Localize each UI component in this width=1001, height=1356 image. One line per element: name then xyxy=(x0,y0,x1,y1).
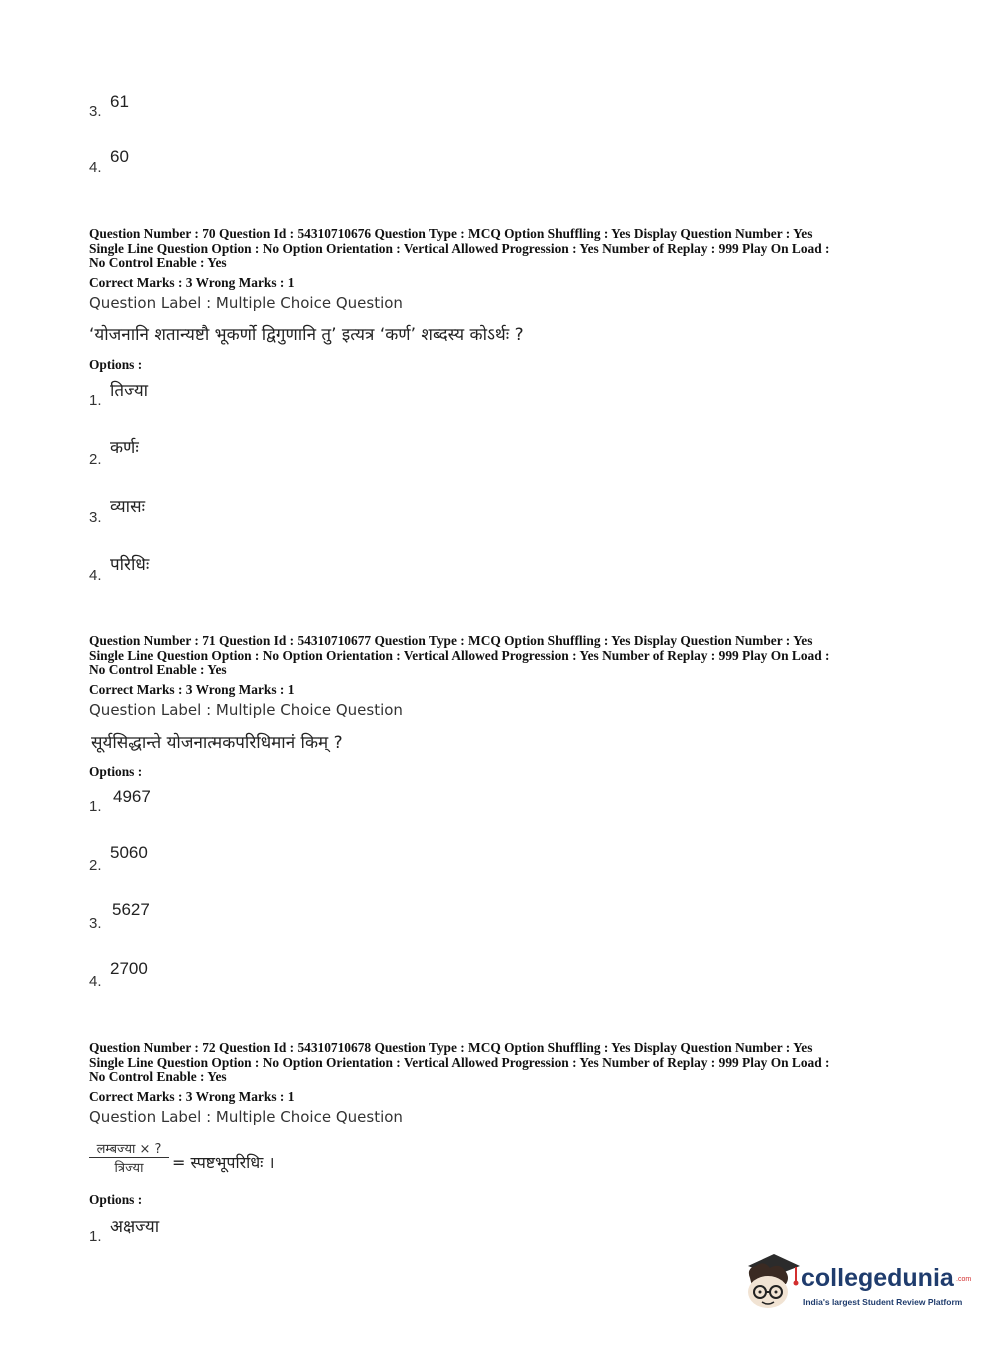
meta-line: Question Number : 71 Question Id : 54310710677 Question Type : MCQ Option Shuffling : Yes Display Question Number : Yes xyxy=(89,633,813,648)
fraction xyxy=(89,1139,169,1176)
question-meta xyxy=(89,634,919,678)
meta-line: No Control Enable : Yes xyxy=(89,662,227,677)
logo-suffix: .com xyxy=(956,1276,972,1283)
meta-line: Single Line Question Option : No Option Orientation : Vertical Allowed Progression : Yes Number of Replay : 999 Play On Load : xyxy=(89,1054,830,1070)
collegedunia-logo xyxy=(740,1248,970,1320)
option-value: 4967 xyxy=(113,787,151,806)
option-value: 2700 xyxy=(110,959,148,978)
mascot-icon xyxy=(740,1248,802,1314)
logo-tagline: India's largest Student Review Platform xyxy=(803,1297,963,1307)
option-value: कर्णः xyxy=(110,438,139,458)
option-number: 1. xyxy=(89,1228,102,1245)
option-number: 2. xyxy=(89,451,102,468)
options-heading: Options : xyxy=(89,1192,143,1207)
meta-line: Question Number : 70 Question Id : 54310710676 Question Type : MCQ Option Shuffling : Yes Display Question Number : Yes xyxy=(89,226,813,241)
option-value: 61 xyxy=(110,92,129,111)
meta-line: No Control Enable : Yes xyxy=(89,1069,227,1084)
option-value: परिधिः xyxy=(110,555,150,575)
option-number: 4. xyxy=(89,159,102,176)
option-value: 5627 xyxy=(112,900,150,919)
option-number: 1. xyxy=(89,798,102,815)
meta-line: No Control Enable : Yes xyxy=(89,255,227,270)
question-meta xyxy=(89,1041,919,1085)
options-heading: Options : xyxy=(89,357,143,372)
logo-name: collegedunia xyxy=(801,1264,954,1292)
option-value: 60 xyxy=(110,147,129,166)
option-number: 1. xyxy=(89,392,102,409)
option-number: 4. xyxy=(89,973,102,990)
option-number: 4. xyxy=(89,567,102,584)
option-value: 5060 xyxy=(110,843,148,862)
meta-line: Single Line Question Option : No Option Orientation : Vertical Allowed Progression : Yes Number of Replay : 999 Play On Load : xyxy=(89,647,830,663)
fraction-denominator: त्रिज्या xyxy=(114,1161,144,1176)
question-marks: Correct Marks : 3 Wrong Marks : 1 xyxy=(89,682,295,697)
option-value: अक्षज्या xyxy=(110,1217,160,1237)
option-number: 3. xyxy=(89,509,102,526)
option-number: 3. xyxy=(89,915,102,932)
question-marks: Correct Marks : 3 Wrong Marks : 1 xyxy=(89,275,295,290)
question-text: सूर्यसिद्धान्ते योजनात्मकपरिधिमानं किम् ? xyxy=(91,733,343,753)
option-value: व्यासः xyxy=(110,497,146,517)
meta-line: Single Line Question Option : No Option Orientation : Vertical Allowed Progression : Yes Number of Replay : 999 Play On Load : xyxy=(89,240,830,256)
question-text: = स्पष्टभूपरिधिः । xyxy=(172,1153,275,1172)
fraction-numerator: लम्बज्या × ? xyxy=(96,1142,162,1157)
option-number: 2. xyxy=(89,857,102,874)
options-heading: Options : xyxy=(89,764,143,779)
question-label: Question Label : Multiple Choice Question xyxy=(89,701,403,719)
meta-line: Question Number : 72 Question Id : 54310710678 Question Type : MCQ Option Shuffling : Yes Display Question Number : Yes xyxy=(89,1040,813,1055)
option-value: तिज्या xyxy=(110,381,149,401)
question-text: ‘योजनानि शतान्यष्टौ भूकर्णो द्विगुणानि तु’ इत्यत्र ‘कर्ण’ शब्दस्य कोऽर्थः ? xyxy=(89,325,524,345)
question-meta xyxy=(89,227,919,271)
question-label: Question Label : Multiple Choice Question xyxy=(89,294,403,312)
question-marks: Correct Marks : 3 Wrong Marks : 1 xyxy=(89,1089,295,1104)
question-label: Question Label : Multiple Choice Question xyxy=(89,1108,403,1126)
option-number: 3. xyxy=(89,103,102,120)
